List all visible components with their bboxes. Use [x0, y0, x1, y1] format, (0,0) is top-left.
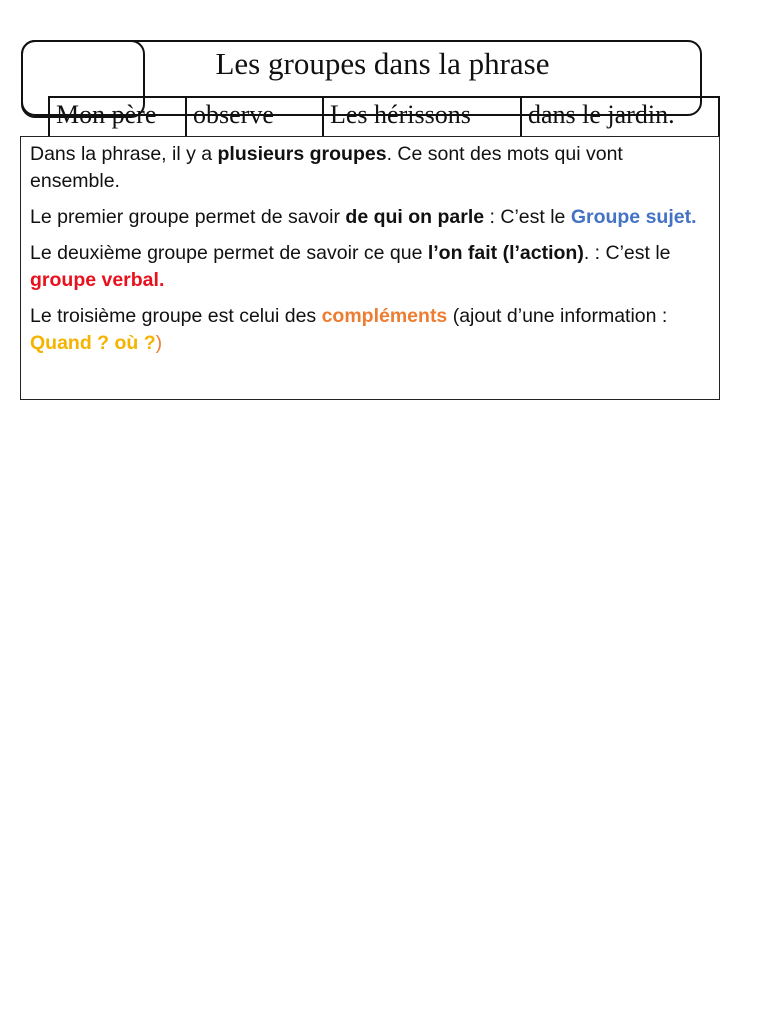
text: . Ce sont des mots qui vont ensemble.	[30, 143, 623, 192]
paragraph-subject	[30, 204, 710, 231]
word-cell-subject: Mon père	[50, 98, 187, 138]
paragraph-complements	[30, 303, 710, 357]
word-cell-complement: dans le jardin.	[528, 100, 675, 129]
text: . : C’est le	[583, 242, 671, 264]
term-groupe-sujet: Groupe sujet.	[570, 206, 697, 228]
page-title: Les groupes dans la phrase	[215, 46, 550, 81]
word-cell-object: Les hérissons	[324, 98, 522, 138]
term-complements: compléments	[321, 305, 448, 327]
explanation-box	[20, 136, 720, 400]
text-bold: de qui on parle	[345, 206, 485, 228]
text-paren: )	[155, 332, 163, 354]
term-questions: Quand ? où ?	[30, 332, 156, 354]
text: Le premier groupe permet de savoir	[30, 206, 346, 228]
text-bold: plusieurs groupes	[217, 143, 387, 165]
text: Le deuxième groupe permet de savoir ce que	[30, 242, 428, 264]
paragraph-verb	[30, 240, 710, 294]
text: Le troisième groupe est celui des	[30, 305, 322, 327]
paragraph-groups	[30, 141, 710, 195]
text-bold: l’on fait (l’action)	[427, 242, 584, 264]
word-cell-verb: observe	[187, 98, 324, 138]
text: : C’est le	[484, 206, 571, 228]
text: Dans la phrase, il y a	[30, 143, 218, 165]
text: (ajout d’une information :	[447, 305, 668, 327]
term-groupe-verbal: groupe verbal.	[30, 269, 165, 291]
